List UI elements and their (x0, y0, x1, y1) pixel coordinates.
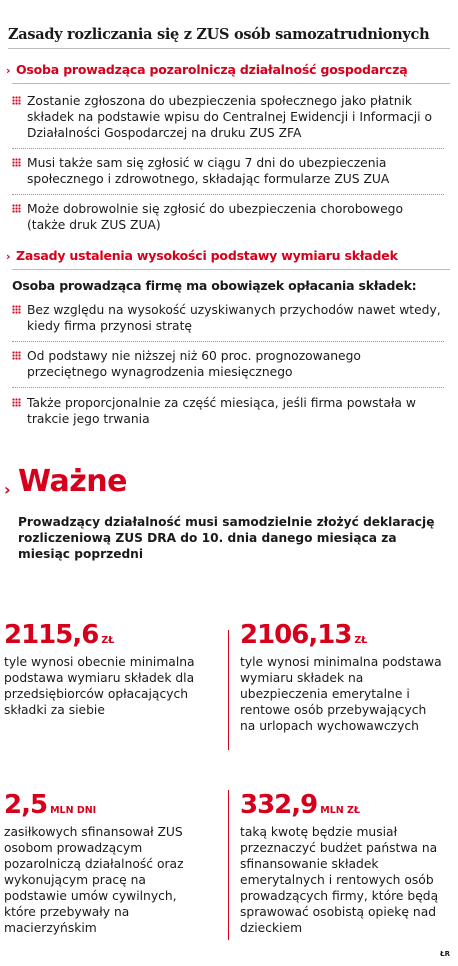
stat-unit: MLN ZŁ (320, 805, 361, 816)
chevron-right-icon: › (6, 64, 11, 77)
stat-description: zasiłkowych sfinansował ZUS osobom prowadzącym pozarolniczą działalność oraz wykonującym pracę na podstawie umów cywilnych, które przebywały na macierzyńskim (4, 825, 184, 935)
stat-separator (228, 630, 229, 750)
list-item-text: Bez względu na wysokość uzyskiwanych przychodów nawet wtedy, kiedy firma przynosi stratę (27, 303, 441, 333)
dots-bullet-icon (12, 204, 21, 213)
stat-block (4, 620, 209, 718)
list-item-text: Także proporcjonalnie za część miesiąca, jeśli firma powstała w trakcie jego trwania (27, 396, 416, 426)
section2-subheading: Osoba prowadząca firmę ma obowiązek opłacania składek: (12, 278, 417, 293)
chevron-right-icon: › (6, 250, 11, 263)
stat-value: 2106,13 (240, 620, 352, 650)
stat-separator (228, 790, 229, 940)
section2-heading (6, 248, 398, 263)
item-divider (12, 387, 444, 388)
wazne-text: Prowadzący działalność musi samodzielnie złożyć deklarację rozliczeniową ZUS DRA do 10. dnia danego miesiąca za miesiąc poprzedni (18, 515, 435, 561)
page-title: Zasady rozliczania się z ZUS osób samozatrudnionych (8, 26, 430, 43)
stat-block (240, 620, 445, 734)
list-item-text: Od podstawy nie niższej niż 60 proc. prognozowanego przeciętnego wynagrodzenia miesięcznego (27, 349, 361, 379)
stat-value-row (4, 620, 209, 650)
item-divider (12, 194, 444, 195)
stat-block (240, 790, 445, 936)
list-item (12, 395, 442, 427)
dots-bullet-icon (12, 158, 21, 167)
stat-unit: ZŁ (354, 635, 368, 646)
title-divider (8, 48, 450, 49)
stat-value-row (240, 790, 445, 820)
stat-value: 2115,6 (4, 620, 99, 650)
stat-value-row (240, 620, 445, 650)
list-item (12, 93, 442, 141)
list-item-text: Zostanie zgłoszona do ubezpieczenia społecznego jako płatnik składek na podstawie wpisu do Centralnej Ewidencji i Informacji o Działalności Gospodarczej na druku ZUS ZFA (27, 94, 433, 140)
stat-description: tyle wynosi minimalna podstawa wymiaru składek na ubezpieczenia emerytalne i rentowe osób przebywających na urlopach wychowawczych (240, 655, 442, 733)
dots-bullet-icon (12, 398, 21, 407)
stat-unit: MLN DNI (50, 805, 97, 816)
section2-heading-text: Zasady ustalenia wysokości podstawy wymiaru składek (16, 248, 398, 263)
stat-block (4, 790, 209, 936)
stat-unit: ZŁ (101, 635, 115, 646)
stat-value: 332,9 (240, 790, 318, 820)
dots-bullet-icon (12, 351, 21, 360)
section1-heading (6, 62, 407, 77)
section1-heading-text: Osoba prowadząca pozarolniczą działalność gospodarczą (16, 62, 408, 77)
author-credit: ŁR (440, 950, 450, 958)
stat-value-row (4, 790, 209, 820)
dots-bullet-icon (12, 305, 21, 314)
item-divider (12, 148, 444, 149)
stat-value: 2,5 (4, 790, 48, 820)
list-item (12, 302, 442, 334)
item-divider (12, 341, 444, 342)
list-item (12, 201, 442, 233)
list-item (12, 348, 442, 380)
list-item-text: Musi także sam się zgłosić w ciągu 7 dni do ubezpieczenia społecznego i zdrowotnego, składając formularze ZUS ZUA (27, 156, 390, 186)
list-item (12, 155, 442, 187)
dots-bullet-icon (12, 96, 21, 105)
wazne-heading: Ważne (18, 464, 127, 499)
stat-description: tyle wynosi obecnie minimalna podstawa wymiaru składek dla przedsiębiorców opłacających składki za siebie (4, 655, 195, 717)
section2-divider (12, 269, 450, 270)
chevron-right-icon: › (4, 480, 11, 499)
stat-description: taką kwotę będzie musiał przeznaczyć budżet państwa na sfinansowanie składek emerytalnych i rentowych osób prowadzących firmy, które będą sprawować osobistą opiekę nad dzieckiem (240, 825, 439, 935)
section1-divider (12, 83, 450, 84)
list-item-text: Może dobrowolnie się zgłosić do ubezpieczenia chorobowego (także druk ZUS ZUA) (27, 202, 404, 232)
